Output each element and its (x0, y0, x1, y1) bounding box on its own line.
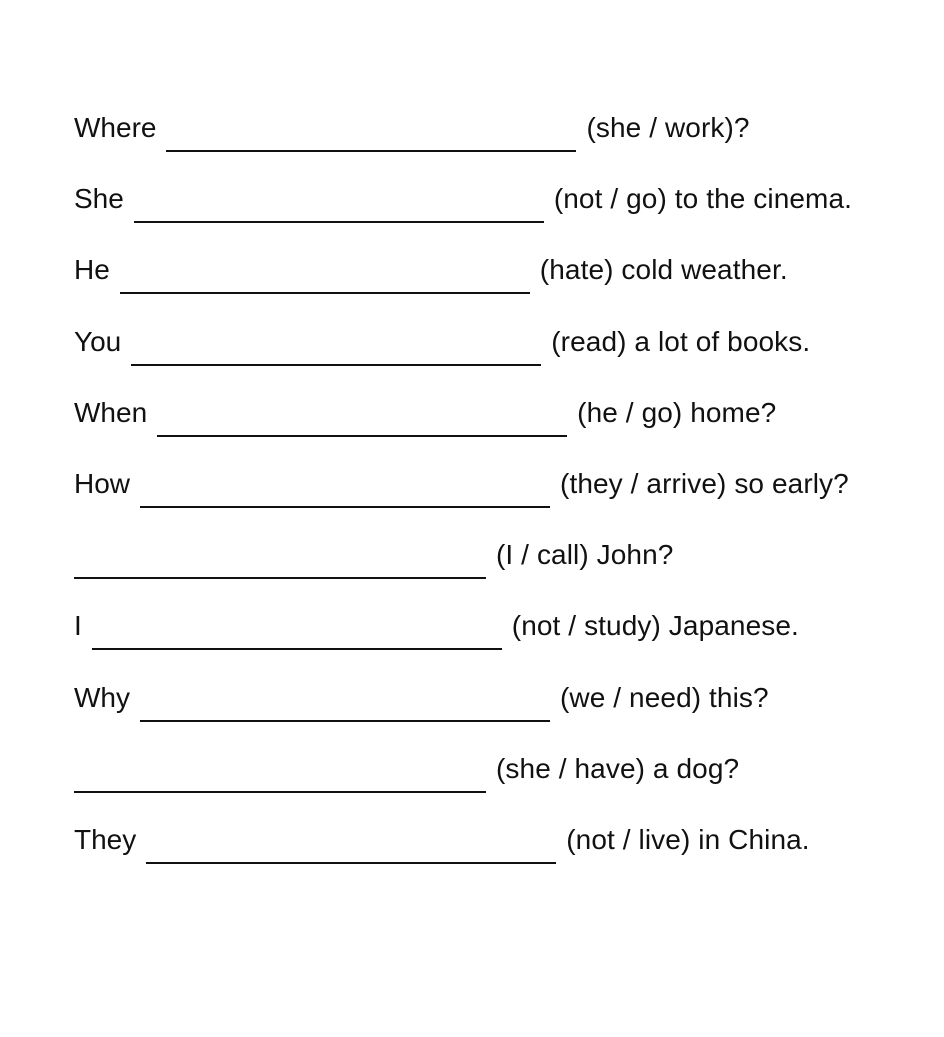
sentence-prompt: (not / study) Japanese. (511, 610, 799, 642)
answer-blank[interactable] (157, 397, 567, 437)
answer-blank[interactable] (134, 183, 544, 223)
sentence-prompt: (hate) cold weather. (539, 254, 788, 286)
sentence-lead: You (74, 325, 122, 357)
sentence-line (74, 749, 924, 820)
answer-blank[interactable] (140, 468, 550, 508)
sentence-lead: I (74, 610, 82, 642)
sentence-lead: Why (74, 681, 130, 713)
answer-blank[interactable] (166, 112, 576, 152)
sentence-line (74, 108, 924, 179)
sentence-prompt: (she / work)? (586, 112, 750, 143)
sentence-lead: When (74, 396, 148, 428)
sentence-line (74, 393, 924, 464)
sentence-line (74, 535, 924, 606)
sentence-line (74, 606, 924, 677)
sentence-lead: She (74, 183, 124, 215)
sentence-prompt: (they / arrive) so early? (560, 467, 849, 499)
answer-blank[interactable] (140, 682, 550, 722)
sentence-prompt: (not / go) to the cinema. (553, 183, 853, 215)
sentence-line (74, 179, 924, 250)
sentence-line (74, 820, 924, 891)
sentence-line (74, 464, 924, 535)
sentence-line (74, 250, 924, 321)
answer-blank[interactable] (92, 610, 502, 650)
sentence-lead: How (74, 467, 131, 499)
sentence-prompt: (she / have) a dog? (496, 752, 740, 784)
answer-blank[interactable] (74, 539, 486, 579)
sentence-lead: Where (74, 112, 157, 143)
sentence-lead: They (74, 823, 137, 855)
sentence-prompt: (he / go) home? (577, 396, 777, 428)
sentence-lead: He (74, 254, 110, 286)
sentence-line (74, 678, 924, 749)
worksheet (74, 108, 924, 891)
answer-blank[interactable] (74, 753, 486, 793)
sentence-line (74, 322, 924, 393)
answer-blank[interactable] (120, 254, 530, 294)
answer-blank[interactable] (131, 326, 541, 366)
sentence-prompt: (read) a lot of books. (551, 325, 811, 357)
sentence-prompt: (we / need) this? (560, 681, 769, 713)
sentence-prompt: (I / call) John? (496, 539, 674, 571)
answer-blank[interactable] (146, 824, 556, 864)
sentence-prompt: (not / live) in China. (566, 823, 810, 855)
